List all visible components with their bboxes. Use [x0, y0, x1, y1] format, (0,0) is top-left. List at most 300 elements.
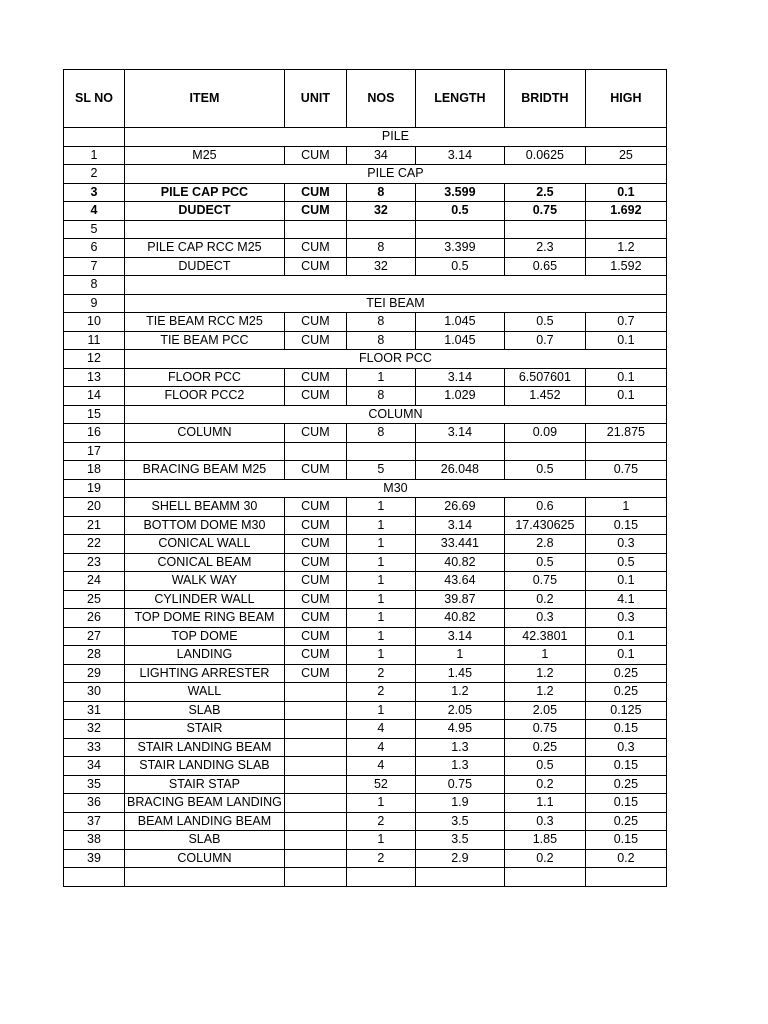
sl-no-cell[interactable]: 9	[64, 294, 125, 313]
sl-no-cell[interactable]: 26	[64, 609, 125, 628]
nos-cell[interactable]: 1	[346, 553, 415, 572]
section-row	[64, 294, 667, 313]
sl-no-cell[interactable]: 35	[64, 775, 125, 794]
item-cell[interactable]: BOTTOM DOME M30	[125, 516, 285, 535]
bridth-cell[interactable]: 0.2	[504, 590, 585, 609]
unit-cell[interactable]	[284, 683, 346, 702]
length-cell[interactable]: 3.14	[415, 146, 504, 165]
bridth-cell[interactable]	[504, 220, 585, 239]
sl-no-cell[interactable]: 34	[64, 757, 125, 776]
unit-cell[interactable]: CUM	[284, 498, 346, 517]
bridth-cell[interactable]: 0.75	[504, 572, 585, 591]
sl-no-cell[interactable]: 27	[64, 627, 125, 646]
item-cell[interactable]: PILE CAP PCC	[125, 183, 285, 202]
unit-cell[interactable]	[284, 442, 346, 461]
length-cell[interactable]: 33.441	[415, 535, 504, 554]
sl-no-cell[interactable]: 30	[64, 683, 125, 702]
table-row	[64, 220, 667, 239]
sl-no-cell[interactable]	[64, 128, 125, 147]
high-cell[interactable]: 0.5	[585, 553, 666, 572]
bridth-cell[interactable]: 0.2	[504, 849, 585, 868]
table-row	[64, 461, 667, 480]
table-row	[64, 572, 667, 591]
item-cell[interactable]: STAIR LANDING BEAM	[125, 738, 285, 757]
section-title-cell[interactable]: PILE CAP	[125, 165, 667, 184]
nos-cell[interactable]: 1	[346, 516, 415, 535]
item-cell[interactable]: FLOOR PCC	[125, 368, 285, 387]
bridth-cell[interactable]: 0.65	[504, 257, 585, 276]
length-cell[interactable]: 1.3	[415, 738, 504, 757]
sl-no-cell[interactable]: 31	[64, 701, 125, 720]
sl-no-cell[interactable]: 37	[64, 812, 125, 831]
table-row	[64, 146, 667, 165]
sl-no-cell[interactable]: 36	[64, 794, 125, 813]
item-cell[interactable]: PILE CAP RCC M25	[125, 239, 285, 258]
nos-cell[interactable]: 1	[346, 627, 415, 646]
nos-cell[interactable]: 4	[346, 738, 415, 757]
table-row	[64, 535, 667, 554]
header-item[interactable]: ITEM	[125, 70, 285, 128]
section-title-cell[interactable]: M30	[125, 479, 667, 498]
high-cell[interactable]: 0.2	[585, 849, 666, 868]
high-cell[interactable]: 0.1	[585, 387, 666, 406]
nos-cell[interactable]: 1	[346, 590, 415, 609]
header-high[interactable]: HIGH	[585, 70, 666, 128]
item-cell[interactable]: TOP DOME	[125, 627, 285, 646]
high-cell[interactable]: 0.1	[585, 572, 666, 591]
nos-cell[interactable]: 8	[346, 424, 415, 443]
item-cell[interactable]: DUDECT	[125, 257, 285, 276]
header-nos[interactable]: NOS	[346, 70, 415, 128]
nos-cell[interactable]: 8	[346, 239, 415, 258]
bridth-cell[interactable]: 42.3801	[504, 627, 585, 646]
bridth-cell[interactable]: 0.6	[504, 498, 585, 517]
unit-cell[interactable]	[284, 775, 346, 794]
unit-cell[interactable]: CUM	[284, 627, 346, 646]
high-cell[interactable]: 0.1	[585, 331, 666, 350]
length-cell[interactable]: 39.87	[415, 590, 504, 609]
nos-cell[interactable]: 32	[346, 202, 415, 221]
item-cell[interactable]	[125, 442, 285, 461]
unit-cell[interactable]	[284, 831, 346, 850]
bridth-cell[interactable]: 2.05	[504, 701, 585, 720]
nos-cell[interactable]: 1	[346, 572, 415, 591]
table-row	[64, 757, 667, 776]
bridth-cell[interactable]: 0.5	[504, 757, 585, 776]
high-cell[interactable]: 0.1	[585, 368, 666, 387]
nos-cell[interactable]: 2	[346, 812, 415, 831]
high-cell[interactable]: 25	[585, 146, 666, 165]
high-cell[interactable]: 0.15	[585, 720, 666, 739]
sl-no-cell[interactable]: 23	[64, 553, 125, 572]
unit-cell[interactable]	[284, 720, 346, 739]
high-cell[interactable]: 0.7	[585, 313, 666, 332]
sl-no-cell[interactable]: 33	[64, 738, 125, 757]
table-row	[64, 387, 667, 406]
sl-no-cell[interactable]: 12	[64, 350, 125, 369]
length-cell[interactable]: 1.45	[415, 664, 504, 683]
high-cell[interactable]: 0.15	[585, 757, 666, 776]
high-cell[interactable]: 0.3	[585, 609, 666, 628]
item-cell[interactable]: TIE BEAM RCC M25	[125, 313, 285, 332]
sl-no-cell[interactable]: 3	[64, 183, 125, 202]
nos-cell[interactable]: 52	[346, 775, 415, 794]
bridth-cell[interactable]: 2.3	[504, 239, 585, 258]
length-cell[interactable]: 2.05	[415, 701, 504, 720]
unit-cell[interactable]	[284, 701, 346, 720]
unit-cell[interactable]: CUM	[284, 146, 346, 165]
section-title-cell[interactable]: FLOOR PCC	[125, 350, 667, 369]
table-row	[64, 775, 667, 794]
table-row	[64, 812, 667, 831]
unit-cell[interactable]: CUM	[284, 553, 346, 572]
item-cell[interactable]: BRACING BEAM LANDING	[125, 794, 285, 813]
length-cell[interactable]: 1.9	[415, 794, 504, 813]
sl-no-cell[interactable]: 22	[64, 535, 125, 554]
nos-cell[interactable]: 32	[346, 257, 415, 276]
length-cell[interactable]: 0.5	[415, 202, 504, 221]
bridth-cell[interactable]: 0.2	[504, 775, 585, 794]
table-row	[64, 183, 667, 202]
bridth-cell[interactable]: 1.1	[504, 794, 585, 813]
item-cell[interactable]: SHELL BEAMM 30	[125, 498, 285, 517]
bridth-cell[interactable]: 0.5	[504, 461, 585, 480]
length-cell[interactable]: 40.82	[415, 553, 504, 572]
length-cell[interactable]: 3.599	[415, 183, 504, 202]
bridth-cell[interactable]: 1	[504, 646, 585, 665]
table-row	[64, 794, 667, 813]
sl-no-cell[interactable]: 7	[64, 257, 125, 276]
bridth-cell[interactable]: 0.3	[504, 812, 585, 831]
sl-no-cell[interactable]: 19	[64, 479, 125, 498]
high-cell[interactable]: 0.3	[585, 535, 666, 554]
unit-cell[interactable]	[284, 220, 346, 239]
nos-cell[interactable]: 2	[346, 683, 415, 702]
bridth-cell[interactable]: 0.25	[504, 738, 585, 757]
item-cell[interactable]: CONICAL WALL	[125, 535, 285, 554]
unit-cell[interactable]: CUM	[284, 202, 346, 221]
unit-cell[interactable]: CUM	[284, 516, 346, 535]
sl-no-cell[interactable]	[64, 868, 125, 887]
high-cell[interactable]: 0.25	[585, 683, 666, 702]
table-row	[64, 849, 667, 868]
item-cell[interactable]: FLOOR PCC2	[125, 387, 285, 406]
section-title-cell[interactable]: PILE	[125, 128, 667, 147]
high-cell[interactable]: 1	[585, 498, 666, 517]
high-cell[interactable]: 0.25	[585, 664, 666, 683]
bridth-cell[interactable]: 1.2	[504, 664, 585, 683]
section-row	[64, 350, 667, 369]
item-cell[interactable]: SLAB	[125, 701, 285, 720]
length-cell[interactable]: 3.5	[415, 812, 504, 831]
unit-cell[interactable]: CUM	[284, 239, 346, 258]
header-bridth[interactable]: BRIDTH	[504, 70, 585, 128]
nos-cell[interactable]: 1	[346, 609, 415, 628]
nos-cell[interactable]: 4	[346, 720, 415, 739]
sl-no-cell[interactable]: 18	[64, 461, 125, 480]
length-cell[interactable]: 0.5	[415, 257, 504, 276]
table-row	[64, 257, 667, 276]
sl-no-cell[interactable]: 1	[64, 146, 125, 165]
unit-cell[interactable]: CUM	[284, 313, 346, 332]
unit-cell[interactable]	[284, 868, 346, 887]
length-cell[interactable]: 26.048	[415, 461, 504, 480]
sl-no-cell[interactable]: 20	[64, 498, 125, 517]
high-cell[interactable]	[585, 868, 666, 887]
table-row	[64, 683, 667, 702]
nos-cell[interactable]: 8	[346, 313, 415, 332]
unit-cell[interactable]: CUM	[284, 461, 346, 480]
length-cell[interactable]: 1.045	[415, 313, 504, 332]
length-cell[interactable]: 4.95	[415, 720, 504, 739]
sl-no-cell[interactable]: 25	[64, 590, 125, 609]
item-cell[interactable]: WALK WAY	[125, 572, 285, 591]
table-row	[64, 553, 667, 572]
unit-cell[interactable]	[284, 849, 346, 868]
header-unit[interactable]: UNIT	[284, 70, 346, 128]
section-row	[64, 165, 667, 184]
nos-cell[interactable]: 1	[346, 646, 415, 665]
sl-no-cell[interactable]: 28	[64, 646, 125, 665]
sl-no-cell[interactable]: 6	[64, 239, 125, 258]
item-cell[interactable]: BRACING BEAM M25	[125, 461, 285, 480]
item-cell[interactable]: COLUMN	[125, 849, 285, 868]
length-cell[interactable]: 0.75	[415, 775, 504, 794]
sl-no-cell[interactable]: 39	[64, 849, 125, 868]
length-cell[interactable]: 1.045	[415, 331, 504, 350]
nos-cell[interactable]: 2	[346, 664, 415, 683]
nos-cell[interactable]: 5	[346, 461, 415, 480]
table-row	[64, 720, 667, 739]
unit-cell[interactable]	[284, 794, 346, 813]
nos-cell[interactable]: 34	[346, 146, 415, 165]
high-cell[interactable]: 0.1	[585, 627, 666, 646]
high-cell[interactable]: 0.1	[585, 183, 666, 202]
length-cell[interactable]: 43.64	[415, 572, 504, 591]
length-cell[interactable]: 3.14	[415, 516, 504, 535]
item-cell[interactable]: LIGHTING ARRESTER	[125, 664, 285, 683]
table-row	[64, 498, 667, 517]
high-cell[interactable]: 0.15	[585, 831, 666, 850]
high-cell[interactable]: 1.692	[585, 202, 666, 221]
table-row	[64, 831, 667, 850]
unit-cell[interactable]: CUM	[284, 183, 346, 202]
sl-no-cell[interactable]: 13	[64, 368, 125, 387]
length-cell[interactable]: 1.3	[415, 757, 504, 776]
high-cell[interactable]: 4.1	[585, 590, 666, 609]
unit-cell[interactable]: CUM	[284, 646, 346, 665]
item-cell[interactable]: TIE BEAM PCC	[125, 331, 285, 350]
unit-cell[interactable]: CUM	[284, 664, 346, 683]
high-cell[interactable]	[585, 442, 666, 461]
high-cell[interactable]: 0.25	[585, 775, 666, 794]
sl-no-cell[interactable]: 24	[64, 572, 125, 591]
high-cell[interactable]: 0.1	[585, 646, 666, 665]
sl-no-cell[interactable]: 17	[64, 442, 125, 461]
high-cell[interactable]: 1.2	[585, 239, 666, 258]
high-cell[interactable]: 1.592	[585, 257, 666, 276]
item-cell[interactable]	[125, 220, 285, 239]
table-row	[64, 331, 667, 350]
table-row	[64, 738, 667, 757]
sl-no-cell[interactable]: 2	[64, 165, 125, 184]
length-cell[interactable]	[415, 220, 504, 239]
header-length[interactable]: LENGTH	[415, 70, 504, 128]
item-cell[interactable]: M25	[125, 146, 285, 165]
length-cell[interactable]: 2.9	[415, 849, 504, 868]
section-row	[64, 479, 667, 498]
bridth-cell[interactable]: 0.3	[504, 609, 585, 628]
high-cell[interactable]: 0.15	[585, 794, 666, 813]
nos-cell[interactable]: 1	[346, 794, 415, 813]
length-cell[interactable]: 3.399	[415, 239, 504, 258]
item-cell[interactable]: STAIR LANDING SLAB	[125, 757, 285, 776]
table-row	[64, 313, 667, 332]
length-cell[interactable]: 3.14	[415, 424, 504, 443]
sl-no-cell[interactable]: 15	[64, 405, 125, 424]
bridth-cell[interactable]	[504, 442, 585, 461]
length-cell[interactable]: 1	[415, 646, 504, 665]
table-row	[64, 701, 667, 720]
bridth-cell[interactable]: 17.430625	[504, 516, 585, 535]
high-cell[interactable]: 0.3	[585, 738, 666, 757]
bridth-cell[interactable]: 6.507601	[504, 368, 585, 387]
nos-cell[interactable]: 1	[346, 701, 415, 720]
nos-cell[interactable]: 4	[346, 757, 415, 776]
high-cell[interactable]: 0.25	[585, 812, 666, 831]
high-cell[interactable]	[585, 220, 666, 239]
nos-cell[interactable]: 2	[346, 849, 415, 868]
nos-cell[interactable]: 8	[346, 331, 415, 350]
table-row	[64, 202, 667, 221]
item-cell[interactable]: STAIR	[125, 720, 285, 739]
nos-cell[interactable]: 1	[346, 535, 415, 554]
unit-cell[interactable]: CUM	[284, 257, 346, 276]
length-cell[interactable]	[415, 868, 504, 887]
unit-cell[interactable]	[284, 738, 346, 757]
sl-no-cell[interactable]: 11	[64, 331, 125, 350]
section-title-cell[interactable]: COLUMN	[125, 405, 667, 424]
length-cell[interactable]: 3.14	[415, 627, 504, 646]
high-cell[interactable]: 21.875	[585, 424, 666, 443]
section-title-cell[interactable]	[125, 276, 667, 295]
sl-no-cell[interactable]: 29	[64, 664, 125, 683]
item-cell[interactable]: TOP DOME RING BEAM	[125, 609, 285, 628]
section-row	[64, 128, 667, 147]
item-cell[interactable]: BEAM LANDING BEAM	[125, 812, 285, 831]
sl-no-cell[interactable]: 14	[64, 387, 125, 406]
item-cell[interactable]: DUDECT	[125, 202, 285, 221]
section-row	[64, 276, 667, 295]
unit-cell[interactable]: CUM	[284, 368, 346, 387]
unit-cell[interactable]: CUM	[284, 572, 346, 591]
bridth-cell[interactable]: 1.452	[504, 387, 585, 406]
nos-cell[interactable]	[346, 442, 415, 461]
high-cell[interactable]: 0.15	[585, 516, 666, 535]
bridth-cell[interactable]: 2.5	[504, 183, 585, 202]
length-cell[interactable]	[415, 442, 504, 461]
section-row	[64, 405, 667, 424]
sl-no-cell[interactable]: 10	[64, 313, 125, 332]
length-cell[interactable]: 26.69	[415, 498, 504, 517]
unit-cell[interactable]: CUM	[284, 590, 346, 609]
bridth-cell[interactable]: 0.75	[504, 720, 585, 739]
table-row	[64, 368, 667, 387]
item-cell[interactable]: SLAB	[125, 831, 285, 850]
high-cell[interactable]: 0.125	[585, 701, 666, 720]
bridth-cell[interactable]: 0.7	[504, 331, 585, 350]
unit-cell[interactable]: CUM	[284, 387, 346, 406]
item-cell[interactable]: CYLINDER WALL	[125, 590, 285, 609]
bridth-cell[interactable]: 0.75	[504, 202, 585, 221]
bridth-cell[interactable]: 2.8	[504, 535, 585, 554]
nos-cell[interactable]: 8	[346, 183, 415, 202]
length-cell[interactable]: 1.029	[415, 387, 504, 406]
length-cell[interactable]: 40.82	[415, 609, 504, 628]
table-row	[64, 424, 667, 443]
item-cell[interactable]	[125, 868, 285, 887]
sl-no-cell[interactable]: 21	[64, 516, 125, 535]
sl-no-cell[interactable]: 38	[64, 831, 125, 850]
bridth-cell[interactable]: 0.5	[504, 313, 585, 332]
section-title-cell[interactable]: TEI BEAM	[125, 294, 667, 313]
bridth-cell[interactable]: 0.0625	[504, 146, 585, 165]
length-cell[interactable]: 1.2	[415, 683, 504, 702]
table-row	[64, 609, 667, 628]
unit-cell[interactable]: CUM	[284, 424, 346, 443]
item-cell[interactable]: COLUMN	[125, 424, 285, 443]
table-row	[64, 442, 667, 461]
table-row	[64, 239, 667, 258]
nos-cell[interactable]: 8	[346, 387, 415, 406]
unit-cell[interactable]: CUM	[284, 609, 346, 628]
item-cell[interactable]: CONICAL BEAM	[125, 553, 285, 572]
sl-no-cell[interactable]: 5	[64, 220, 125, 239]
unit-cell[interactable]	[284, 757, 346, 776]
table-row	[64, 590, 667, 609]
bridth-cell[interactable]	[504, 868, 585, 887]
sl-no-cell[interactable]: 8	[64, 276, 125, 295]
item-cell[interactable]: STAIR STAP	[125, 775, 285, 794]
sl-no-cell[interactable]: 4	[64, 202, 125, 221]
bridth-cell[interactable]: 1.85	[504, 831, 585, 850]
item-cell[interactable]: LANDING	[125, 646, 285, 665]
bridth-cell[interactable]: 1.2	[504, 683, 585, 702]
table-row	[64, 664, 667, 683]
unit-cell[interactable]: CUM	[284, 535, 346, 554]
table-row	[64, 646, 667, 665]
length-cell[interactable]: 3.5	[415, 831, 504, 850]
bridth-cell[interactable]: 0.5	[504, 553, 585, 572]
header-sl-no[interactable]: SL NO	[64, 70, 125, 128]
nos-cell[interactable]	[346, 220, 415, 239]
bridth-cell[interactable]: 0.09	[504, 424, 585, 443]
length-cell[interactable]: 3.14	[415, 368, 504, 387]
quantity-table	[63, 69, 667, 887]
header-row	[64, 70, 667, 128]
nos-cell[interactable]	[346, 868, 415, 887]
high-cell[interactable]: 0.75	[585, 461, 666, 480]
nos-cell[interactable]: 1	[346, 498, 415, 517]
item-cell[interactable]: WALL	[125, 683, 285, 702]
sl-no-cell[interactable]: 16	[64, 424, 125, 443]
nos-cell[interactable]: 1	[346, 368, 415, 387]
nos-cell[interactable]: 1	[346, 831, 415, 850]
sl-no-cell[interactable]: 32	[64, 720, 125, 739]
unit-cell[interactable]: CUM	[284, 331, 346, 350]
table-row	[64, 516, 667, 535]
unit-cell[interactable]	[284, 812, 346, 831]
